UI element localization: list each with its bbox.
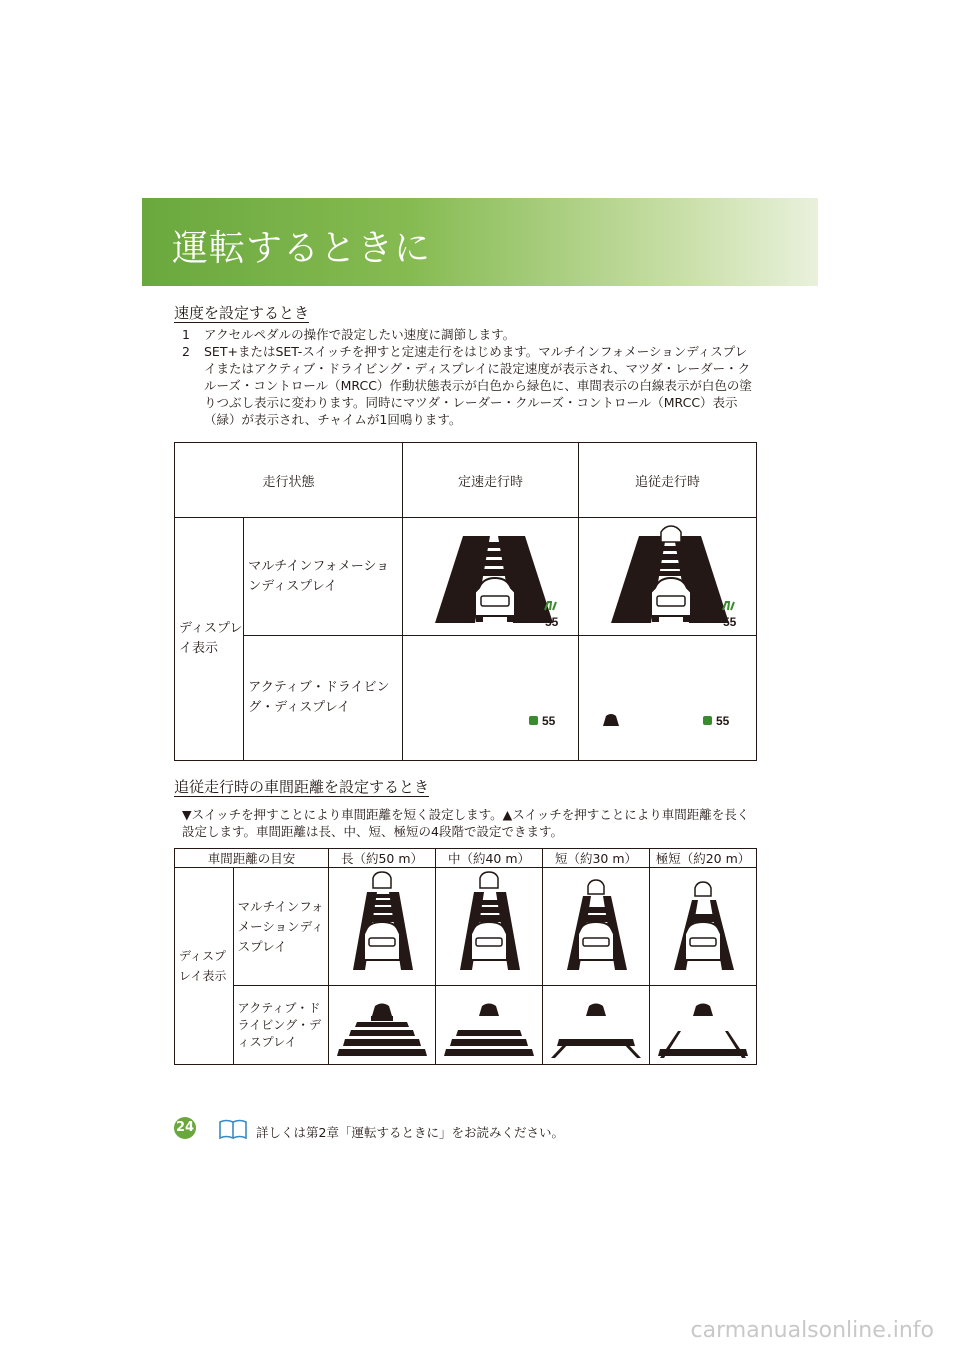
- row-label-add: アクティブ・ドライビング・ディスプレイ: [244, 636, 403, 761]
- step-2: 2 SET+またはSET-スイッチを押すと定速走行をはじめます。マルチインフォメーションディスプレイまたはアクティブ・ドライビング・ディスプレイに設定速度が表示され、マツダ・レーダー・クルーズ・コントロール（MRCC）作動状態表示が白色から緑色に、車間表示の白線表示が白色の塗りつぶし表示に変わります。同時にマツダ・レーダー・クルーズ・コントロール（MRCC）表示（緑）が表示され、チャイムが1回鳴ります。: [182, 344, 752, 427]
- header-state: 走行状態: [175, 443, 403, 518]
- book-icon: [218, 1118, 248, 1140]
- add-follow-cell: [578, 636, 756, 761]
- mid-long-cell: [328, 868, 435, 986]
- row-label-mid: マルチインフォメーションディスプレイ: [244, 518, 403, 636]
- add-constant-display: [403, 636, 578, 756]
- header-constant: 定速走行時: [402, 443, 578, 518]
- row-group-label: ディスプレイ表示: [175, 868, 234, 1065]
- mid-extra-short-cell: [649, 868, 756, 986]
- header-follow: 追従走行時: [578, 443, 756, 518]
- mid-extra-short-display: [650, 868, 756, 981]
- set-speed-label: 55: [722, 615, 737, 629]
- section-title-distance: 追従走行時の車間距離を設定するとき: [174, 778, 430, 796]
- row-label-mid: マルチインフォメーションディスプレイ: [233, 868, 328, 986]
- header-short: 短（約30 m）: [542, 849, 649, 868]
- add-short-cell: [542, 986, 649, 1065]
- mid-long-display: [329, 868, 435, 981]
- set-speed-label: 55: [541, 714, 556, 728]
- step-1: 1 アクセルペダルの操作で設定したい速度に調節します。: [182, 327, 516, 342]
- mid-constant-cell: [402, 518, 578, 636]
- chapter-banner: [142, 198, 818, 286]
- row-group-label: ディスプレイ表示: [175, 518, 244, 761]
- mid-middle-cell: [435, 868, 542, 986]
- add-follow-display: [579, 636, 756, 756]
- mid-middle-display: [436, 868, 542, 981]
- header-guide: 車間距離の目安: [175, 849, 329, 868]
- mid-follow-display: [579, 518, 756, 631]
- header-middle: 中（約40 m）: [435, 849, 542, 868]
- mid-follow-cell: [578, 518, 756, 636]
- mid-short-cell: [542, 868, 649, 986]
- add-extra-short-cell: [649, 986, 756, 1065]
- add-constant-cell: [402, 636, 578, 761]
- add-short-display: [543, 986, 649, 1060]
- add-long-cell: [328, 986, 435, 1065]
- mid-short-display: [543, 868, 649, 981]
- add-long-display: [329, 986, 435, 1060]
- add-middle-cell: [435, 986, 542, 1065]
- distance-table: [174, 848, 757, 1065]
- add-extra-short-display: [650, 986, 756, 1060]
- distance-description: ▼スイッチを押すことにより車間距離を短く設定します。▲スイッチを押すことにより車間距離を長く設定します。車間距離は長、中、短、極短の4段階で設定できます。: [182, 807, 750, 839]
- mid-constant-display: [403, 518, 578, 631]
- set-speed-label: 55: [544, 615, 559, 629]
- header-extra-short: 極短（約20 m）: [649, 849, 756, 868]
- section-title-speed: 速度を設定するとき: [174, 304, 310, 322]
- page-number-badge: 24: [174, 1117, 196, 1139]
- speed-display-table: [174, 442, 757, 761]
- set-speed-label: 55: [715, 714, 730, 728]
- reference-note: 詳しくは第2章「運転するときに」をお読みください。: [256, 1125, 564, 1140]
- header-long: 長（約50 m）: [328, 849, 435, 868]
- add-middle-display: [436, 986, 542, 1060]
- row-label-add: アクティブ・ドライビング・ディスプレイ: [233, 986, 328, 1065]
- watermark: carmanualsonline.info: [690, 1318, 934, 1343]
- chapter-title: 運転するときに: [172, 228, 432, 269]
